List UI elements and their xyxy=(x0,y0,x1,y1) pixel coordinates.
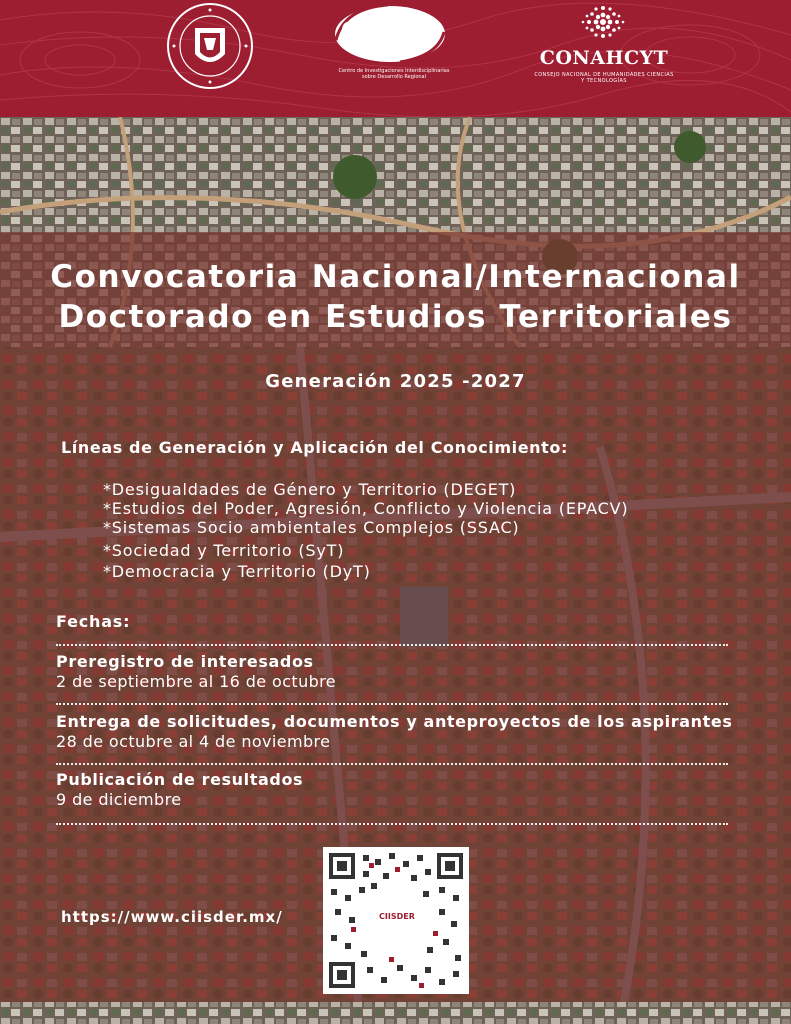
lgac-item: *Sistemas Socio ambientales Complejos (SSAC) xyxy=(103,518,520,537)
uatx-seal-logo xyxy=(166,2,254,90)
lgac-item: *Sociedad y Territorio (SyT) xyxy=(103,541,345,560)
title-line-2: Doctorado en Estudios Territoriales xyxy=(58,299,733,335)
ciisder-logo-text: CIISDER xyxy=(341,19,440,44)
dotted-divider xyxy=(56,763,728,765)
date-value-preregistro: 2 de septiembre al 16 de octubre xyxy=(56,672,337,691)
lgac-heading: Líneas de Generación y Aplicación del Conocimiento: xyxy=(61,438,569,457)
date-label-publicacion: Publicación de resultados xyxy=(56,770,304,789)
conahcyt-dots-logo xyxy=(576,0,630,44)
dotted-divider xyxy=(56,703,728,705)
header-band xyxy=(0,0,791,117)
date-value-entrega: 28 de octubre al 4 de noviembre xyxy=(56,732,331,751)
qr-logo-text: CIISDER xyxy=(379,912,415,921)
lgac-item: *Democracia y Territorio (DyT) xyxy=(103,562,371,581)
ciisder-subtitle: Centro de Investigaciones Interdisciplinarias sobre Desarrollo Regional xyxy=(338,68,450,80)
date-value-publicacion: 9 de diciembre xyxy=(56,790,182,809)
conahcyt-subtitle: CONSEJO NACIONAL DE HUMANIDADES CIENCIAS Y TECNOLOGÍAS xyxy=(534,72,674,84)
lgac-item: *Estudios del Poder, Agresión, Conflicto y Violencia (EPACV) xyxy=(103,499,629,518)
title-line-1: Convocatoria Nacional/Internacional xyxy=(50,259,741,295)
dates-heading: Fechas: xyxy=(56,612,131,631)
date-label-entrega: Entrega de solicitudes, documentos y anteproyectos de los aspirantes xyxy=(56,712,733,731)
lgac-item: *Desigualdades de Género y Territorio (DEGET) xyxy=(103,480,517,499)
generation-label: Generación 2025 -2027 xyxy=(265,371,526,392)
dotted-divider xyxy=(56,644,728,646)
dotted-divider xyxy=(56,823,728,825)
date-label-preregistro: Preregistro de interesados xyxy=(56,652,314,671)
website-link[interactable]: https://www.ciisder.mx/ xyxy=(61,908,283,926)
conahcyt-logo-text: CONAHCYT xyxy=(539,47,669,69)
